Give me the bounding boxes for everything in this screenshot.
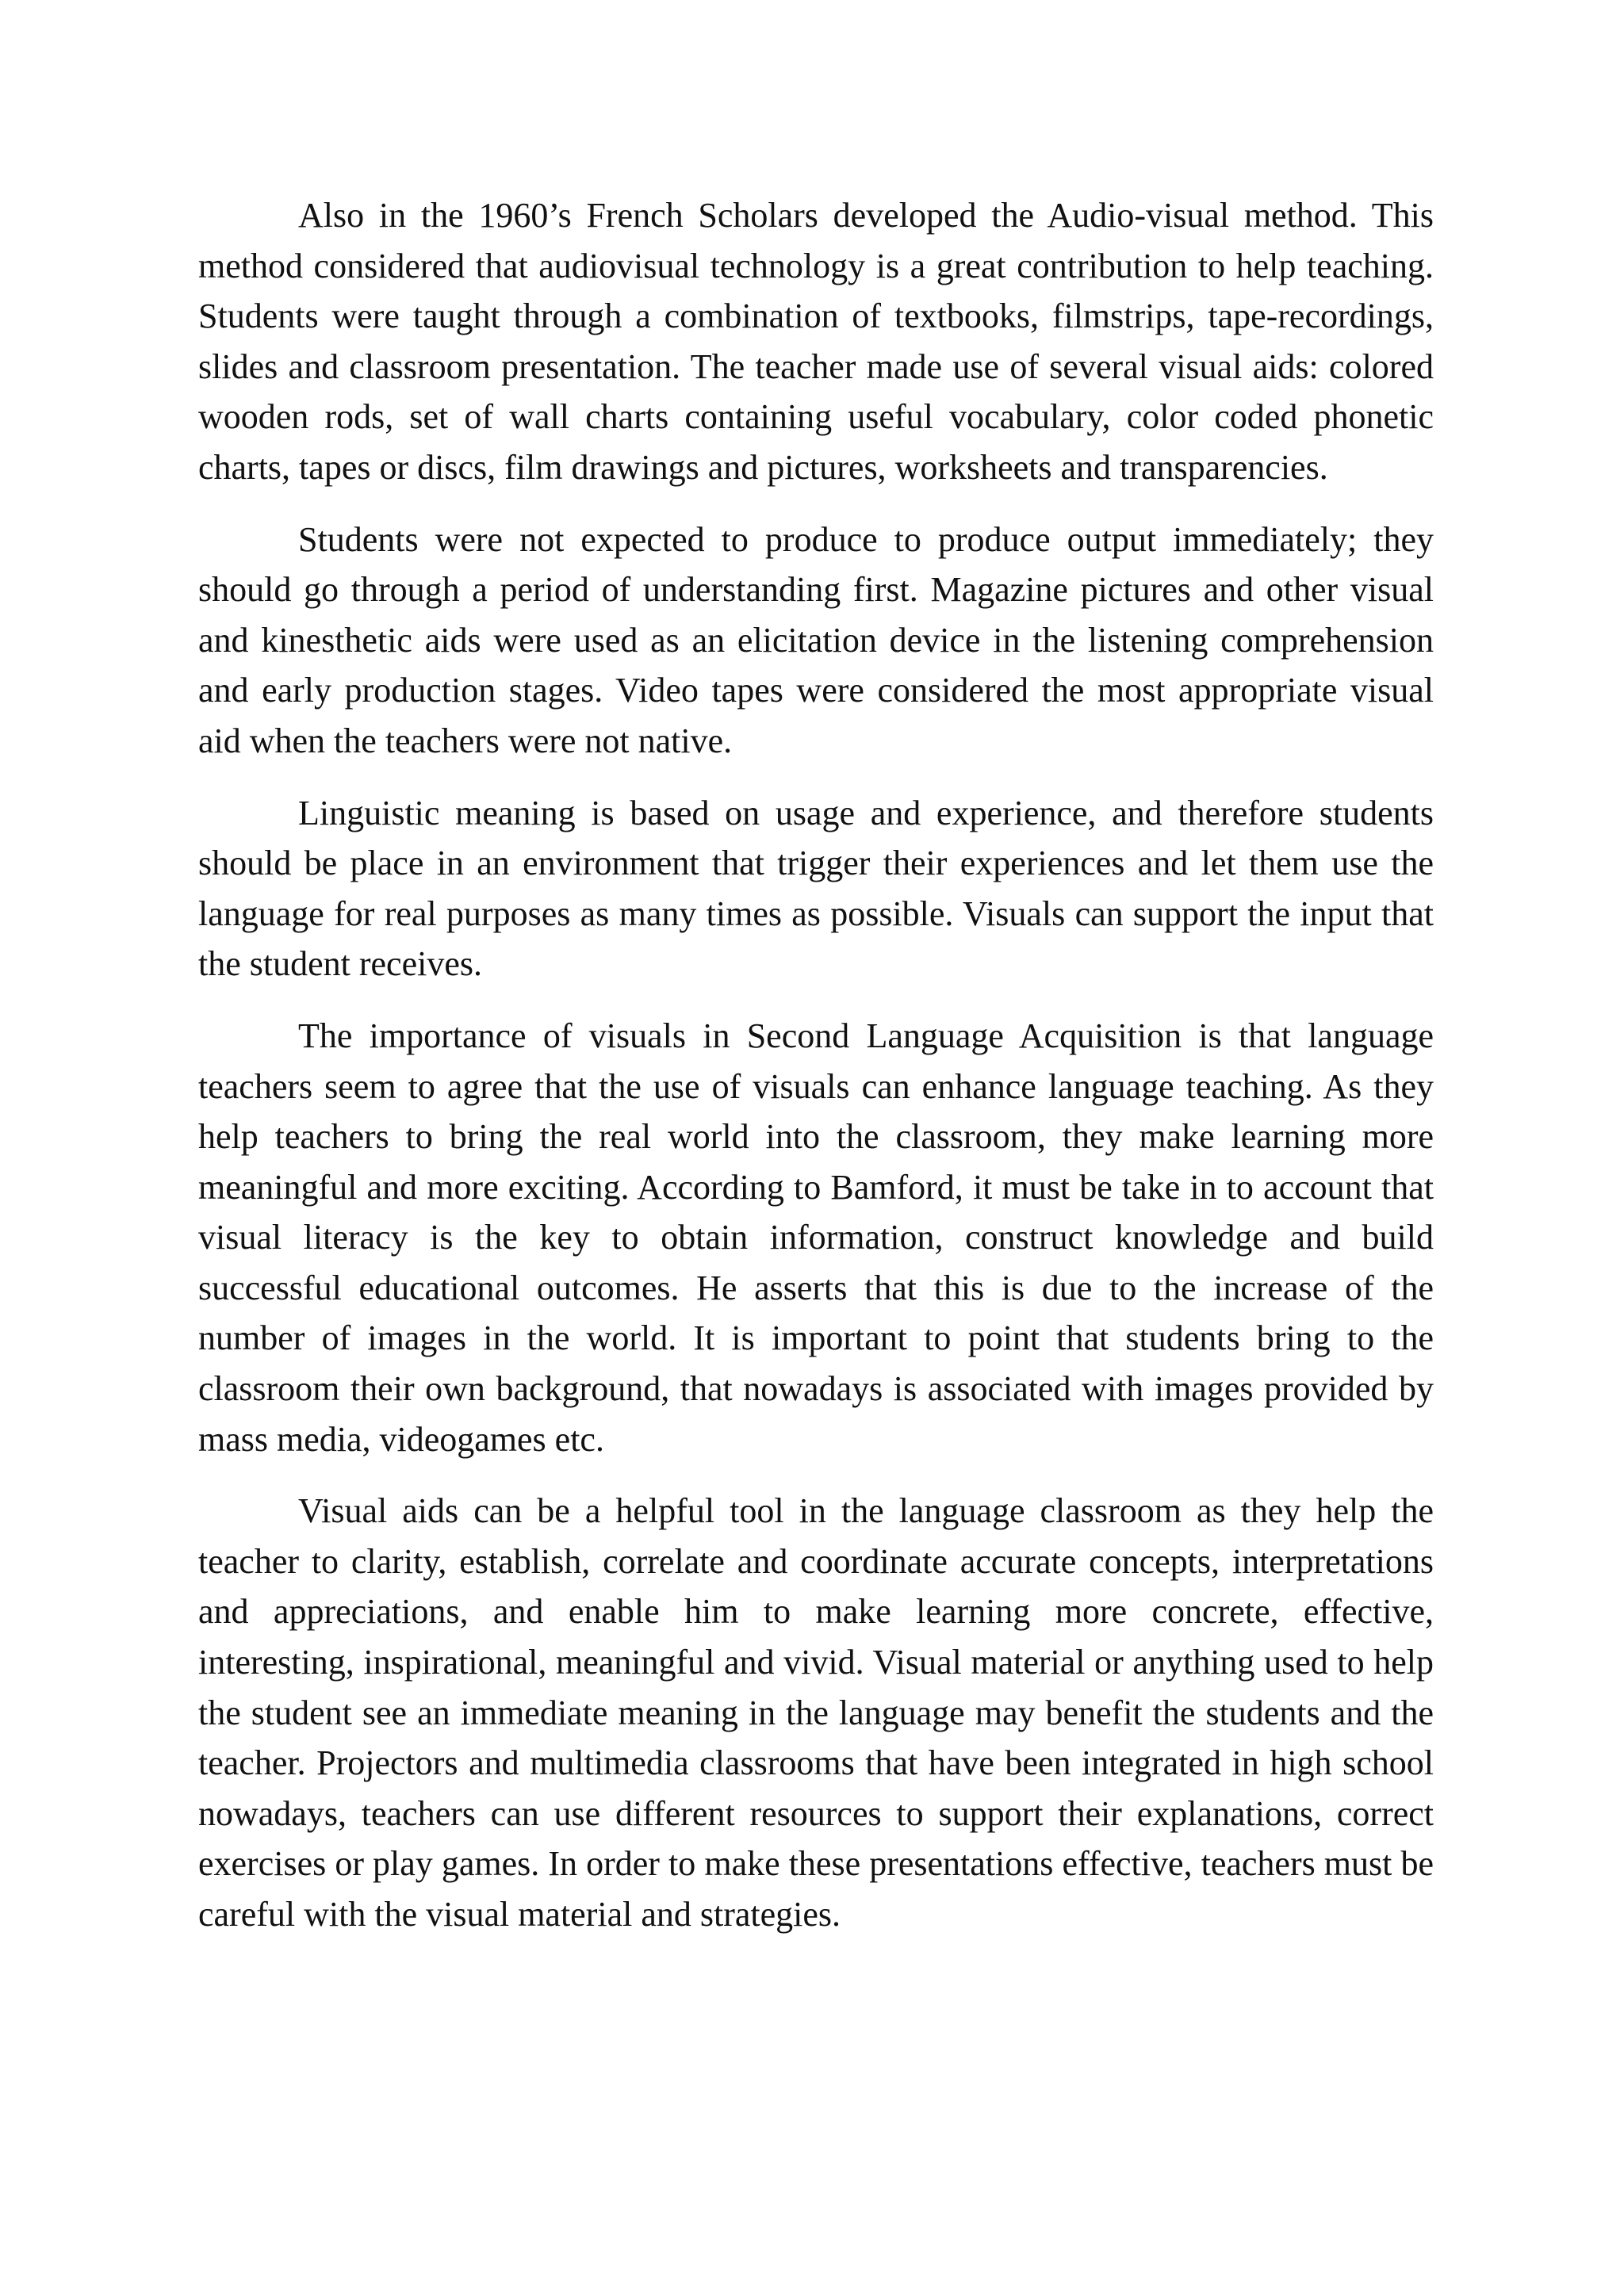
- paragraph-visual-aids-tool: Visual aids can be a helpful tool in the language classroom as they help the teacher to clarity, establish, correlate and coordinate accurate concepts, interpretations and appreciations, and enable him to make learning more concrete, effective, interesting, inspirational, meaningful and vivid. Visual material or anything used to help the student see an immediate meaning in the language may benefit the students and the teacher. Projectors and multimedia classrooms that have been integrated in high school nowadays, teachers can use different resources to support their explanations, correct exercises or play games. In order to make these presentations effective, teachers must be careful with the visual material and strategies.: [198, 1491, 1434, 1934]
- paragraph-importance-of-visuals: The importance of visuals in Second Language Acquisition is that language teachers seem to agree that the use of visuals can enhance language teaching. As they help teachers to bring the real world into the classroom, they make learning more meaningful and more exciting. According to Bamford, it must be take in to account that visual literacy is the key to obtain information, construct knowledge and build successful educational outcomes. He asserts that this is due to the increase of the number of images in the world. It is important to point that students bring to the classroom their own background, that nowadays is associated with images provided by mass media, videogames etc.: [198, 1016, 1434, 1459]
- paragraph-student-output: Students were not expected to produce to produce output immediately; they should go through a period of understanding first. Magazine pictures and other visual and kinesthetic aids were used as an elicitation device in the listening comprehension and early production stages. Video tapes were considered the most appropriate visual aid when the teachers were not native.: [198, 519, 1434, 760]
- paragraph-linguistic-meaning: Linguistic meaning is based on usage and experience, and therefore students should be place in an environment that trigger their experiences and let them use the language for real purposes as many times as possible. Visuals can support the input that the student receives.: [198, 793, 1434, 984]
- body-text: [198, 190, 1434, 1961]
- paragraph-audio-visual-method: Also in the 1960’s French Scholars developed the Audio-visual method. This method considered that audiovisual technology is a great contribution to help teaching. Students were taught through a combination of textbooks, filmstrips, tape-recordings, slides and classroom presentation. The teacher made use of several visual aids: colored wooden rods, set of wall charts containing useful vocabulary, color coded phonetic charts, tapes or discs, film drawings and pictures, worksheets and transparencies.: [198, 196, 1434, 487]
